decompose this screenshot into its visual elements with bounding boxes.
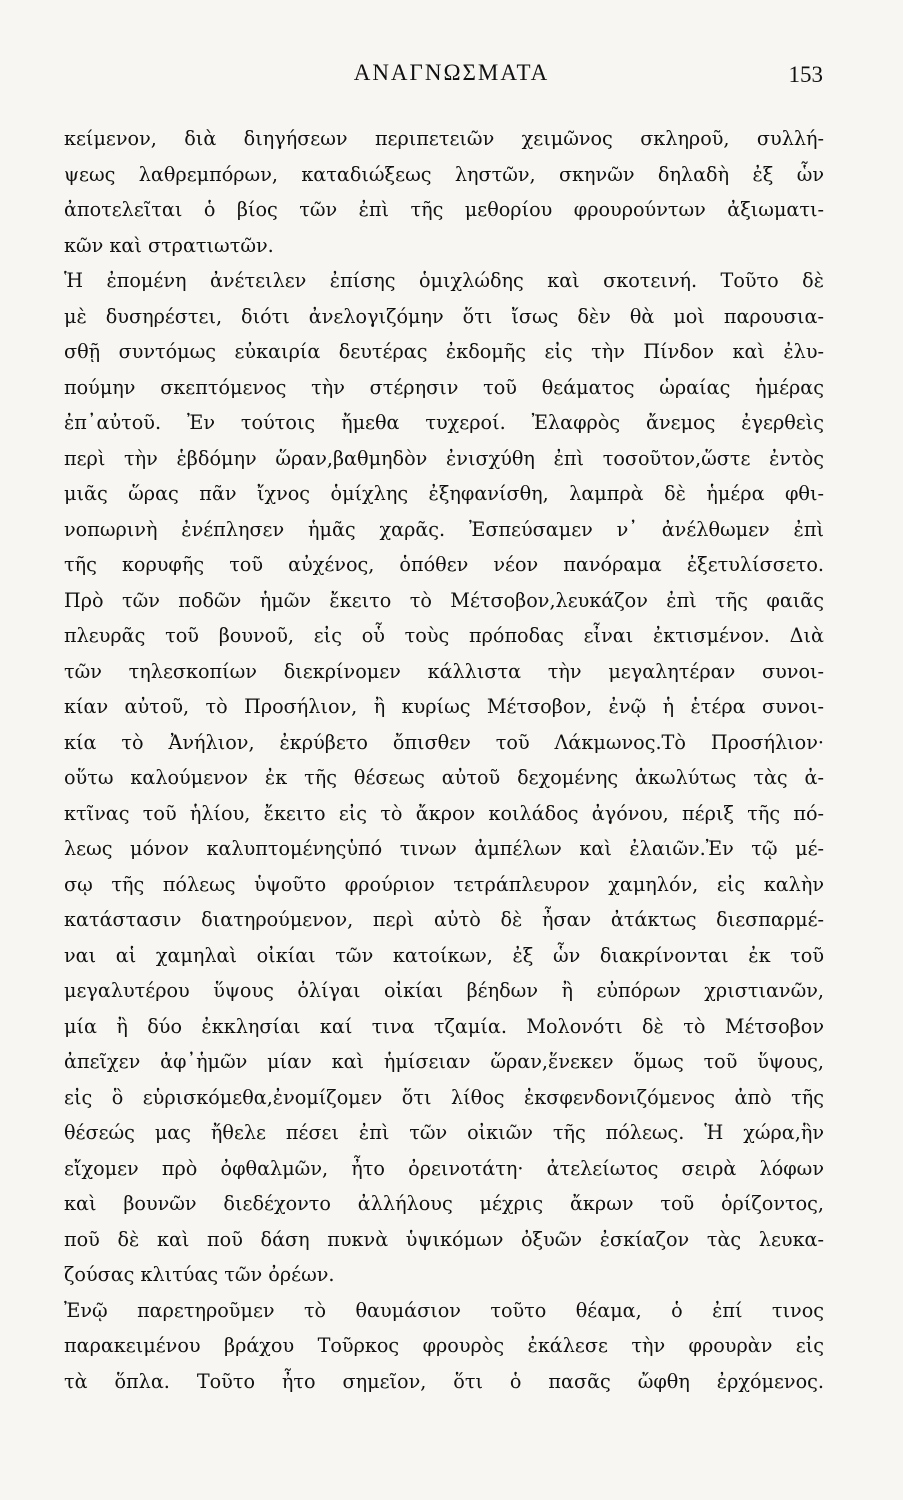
text-line: κείμενον, διὰ διηγήσεων περιπετειῶν χειμῶνος σκληροῦ, συλλή- bbox=[64, 127, 824, 150]
text-line: τῆς κορυφῆς τοῦ αὐχένος, ὁπόθεν νέον πανόραμα ἐξετυλίσσετο. bbox=[64, 553, 824, 576]
text-line: μία ἢ δύο ἐκκλησίαι καί τινα τζαμία. Μολονότι δὲ τὸ Μέτσοβον bbox=[64, 1014, 824, 1038]
text-line: μὲ δυσηρέστει, διότι ἀνελογιζόμην ὅτι ἴσως δὲν θὰ μοὶ παρουσια- bbox=[64, 304, 824, 328]
text-line: ἀποτελεῖται ὁ βίος τῶν ἐπὶ τῆς μεθορίου φρουρούντων ἀξιωματι- bbox=[64, 198, 824, 221]
page-number: 153 bbox=[788, 62, 823, 87]
text-line: σῳ τῆς πόλεως ὑψοῦτο φρούριον τετράπλευρον χαμηλόν, εἰς καλὴν bbox=[64, 872, 824, 896]
text-line: κατάστασιν διατηρούμενον, περὶ αὐτὸ δὲ ἦσαν ἀτάκτως διεσπαρμέ- bbox=[64, 908, 824, 931]
text-line: θέσεώς μας ἤθελε πέσει ἐπὶ τῶν οἰκιῶν τῆς πόλεως. Ἡ χώρα,ἣν bbox=[64, 1121, 824, 1144]
text-line: περὶ τὴν ἑβδόμην ὥραν,βαθμηδὸν ἐνισχύθη ἐπὶ τοσοῦτον,ὥστε ἐντὸς bbox=[64, 446, 824, 470]
text-line: κίαν αὐτοῦ, τὸ Προσήλιον, ἢ κυρίως Μέτσοβον, ἐνῷ ἡ ἑτέρα συνοι- bbox=[64, 695, 824, 718]
page-header bbox=[0, 60, 903, 100]
text-line: κία τὸ Ἀνήλιον, ἐκρύβετο ὄπισθεν τοῦ Λάκμωνος.Τὸ Προσήλιον· bbox=[64, 730, 824, 754]
text-line: ναι αἱ χαμηλαὶ οἰκίαι τῶν κατοίκων, ἐξ ὧν διακρίνονται ἐκ τοῦ bbox=[64, 943, 824, 967]
text-line: Ἡ ἐπομένη ἀνέτειλεν ἐπίσης ὁμιχλώδης καὶ σκοτεινή. Τοῦτο δὲ bbox=[64, 269, 824, 292]
text-line: ποῦ δὲ καὶ ποῦ δάση πυκνὰ ὑψικόμων ὀξυῶν ἐσκίαζον τὰς λευκα- bbox=[64, 1227, 824, 1251]
text-line: παρακειμένου βράχου Τοῦρκος φρουρὸς ἐκάλεσε τὴν φρουρὰν εἰς bbox=[64, 1334, 824, 1357]
text-line: λεως μόνον καλυπτομένηςὑπό τινων ἀμπέλων καὶ ἐλαιῶν.Ἐν τῷ μέ- bbox=[64, 837, 824, 860]
text-line: εἴχομεν πρὸ ὀφθαλμῶν, ἦτο ὀρεινοτάτη· ἀτελείωτος σειρὰ λόφων bbox=[64, 1156, 824, 1180]
text-line: πλευρᾶς τοῦ βουνοῦ, εἰς οὗ τοὺς πρόποδας εἶναι ἐκτισμένον. Διὰ bbox=[64, 624, 824, 647]
text-line: ψεως λαθρεμπόρων, καταδιώξεως ληστῶν, σκηνῶν δηλαδὴ ἐξ ὧν bbox=[64, 162, 824, 186]
text-line: ζούσας κλιτύας τῶν ὀρέων. bbox=[64, 1263, 335, 1286]
text-line: Ἐνῷ παρετηροῦμεν τὸ θαυμάσιον τοῦτο θέαμα, ὁ ἐπί τινος bbox=[64, 1298, 824, 1322]
text-line: καὶ βουνῶν διεδέχοντο ἀλλήλους μέχρις ἄκρων τοῦ ὁρίζοντος, bbox=[64, 1192, 824, 1215]
text-line: τὰ ὅπλα. Τοῦτο ἦτο σημεῖον, ὅτι ὁ πασᾶς ὤφθη ἐρχόμενος. bbox=[64, 1369, 824, 1393]
text-line: ἐπ᾽αὐτοῦ. Ἐν τούτοις ἤμεθα τυχεροί. Ἐλαφρὸς ἄνεμος ἐγερθεὶς bbox=[64, 411, 824, 434]
text-line: μιᾶς ὥρας πᾶν ἴχνος ὁμίχλης ἐξηφανίσθη, λαμπρὰ δὲ ἡμέρα φθι- bbox=[64, 482, 824, 505]
text-line: κῶν καὶ στρατιωτῶν. bbox=[64, 233, 274, 257]
text-line: νοπωρινὴ ἐνέπλησεν ἡμᾶς χαρᾶς. Ἐσπεύσαμεν ν᾽ ἀνέλθωμεν ἐπὶ bbox=[64, 517, 824, 541]
text-line: μεγαλυτέρου ὕψους ὀλίγαι οἰκίαι βέηδων ἢ εὐπόρων χριστιανῶν, bbox=[64, 979, 824, 1002]
text-line: σθῇ συντόμως εὐκαιρία δευτέρας ἐκδομῆς εἰς τὴν Πίνδον καὶ ἐλυ- bbox=[64, 340, 824, 363]
text-line: κτῖνας τοῦ ἡλίου, ἔκειτο εἰς τὸ ἄκρον κοιλάδος ἀγόνου, πέριξ τῆς πό- bbox=[64, 801, 824, 825]
text-line: εἰς ὃ εὑρισκόμεθα,ἐνομίζομεν ὅτι λίθος ἐκσφενδονιζόμενος ἀπὸ τῆς bbox=[64, 1085, 824, 1109]
text-line: τῶν τηλεσκοπίων διεκρίνομεν κάλλιστα τὴν μεγαλητέραν συνοι- bbox=[64, 659, 824, 683]
text-line: Πρὸ τῶν ποδῶν ἡμῶν ἔκειτο τὸ Μέτσοβον,λευκάζον ἐπὶ τῆς φαιᾶς bbox=[64, 588, 824, 612]
text-line: οὕτω καλούμενον ἐκ τῆς θέσεως αὐτοῦ δεχομένης ἀκωλύτως τὰς ἀ- bbox=[64, 766, 824, 789]
text-line: ἀπεῖχεν ἀφ᾽ἡμῶν μίαν καὶ ἡμίσειαν ὥραν,ἕνεκεν ὅμως τοῦ ὕψους, bbox=[64, 1050, 824, 1073]
body-text bbox=[64, 121, 824, 1399]
text-line: πούμην σκεπτόμενος τὴν στέρησιν τοῦ θεάματος ὡραίας ἡμέρας bbox=[64, 375, 824, 399]
running-title: ΑΝΑΓΝΩΣΜΑΤΑ bbox=[353, 60, 550, 85]
